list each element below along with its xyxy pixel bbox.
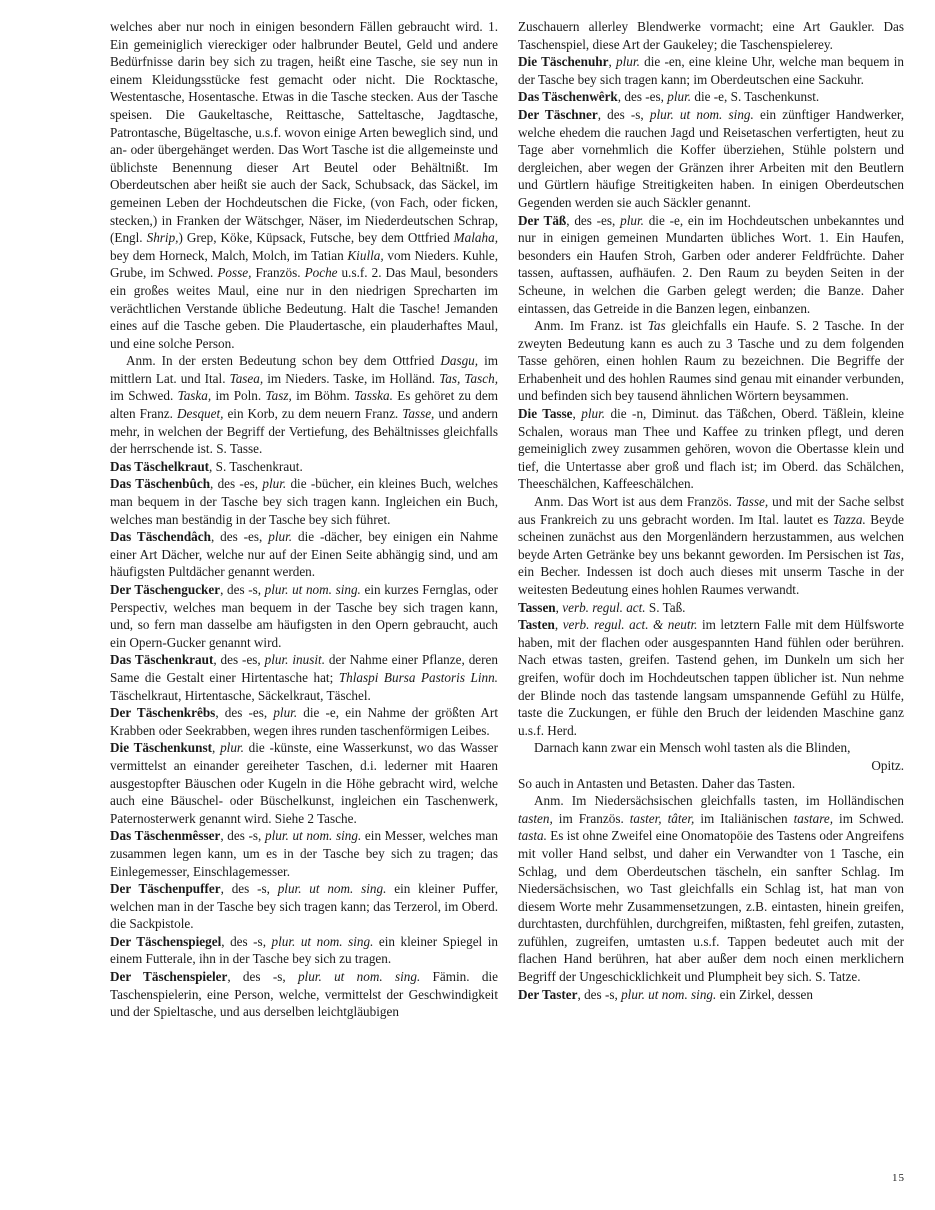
headword: Das Täschendâch <box>110 529 211 545</box>
text-run: im Poln. <box>211 388 266 404</box>
italic-term: plur. inusit. <box>264 652 325 668</box>
text-run: Französ. <box>251 265 305 281</box>
italic-term: Shrip, <box>146 230 179 246</box>
text-run: , des -s, <box>220 582 265 597</box>
text-run: die -n, Diminut. das Täßchen, Oberd. Täßlein, kleine Schalen, woraus man Thee und Kaffee zu trinken pflegt, und deren gemeiniglich zwey zusammen gehören, wovon die Obertasse klein und tief, die Untertasse aber groß und flach ist; im Oberd. das Schälchen, Theeschälchen, Kaffeeschälchen. <box>518 406 905 492</box>
text-run: , <box>608 54 617 70</box>
headword: Der Täschengucker <box>110 582 221 597</box>
text-run: gleichfalls ein Haufe. S. 2 Tasche. In der zweyten Bedeutung kann es auch zu 3 Tasche und zu dem folgenden Tasse gehören, einen hohlen Raum zu bezeichnen. Die Begriffe der Erhabenheit und des hohlen Raumes sind genau mit einander verbunden, und befinden sich bey tausend ähnlichen Wörtern beysammen. <box>518 318 905 404</box>
text-run: Zuschauern allerley Blendwerke vormacht; eine Art Gaukler. Das Taschenspiel, diese Art der Gaukeley; die Taschenspielerey. <box>518 19 904 52</box>
quote-attribution <box>518 757 904 775</box>
italic-term: tastare, <box>793 810 834 826</box>
text-run: im Schwed. <box>833 810 904 826</box>
italic-term: Taska, <box>177 388 212 404</box>
text-run: ein Becher. Indessen ist doch auch dieses mit unserm Tasche in der weitesten Bedeutung eines hohlen Raumes verwandt. <box>518 564 904 597</box>
text-run: Fämin. die Taschenspielerin, eine Person, welche, vermittelst der Geschwindigkeit und der Spieltasche, und aus derselben leichtgläubigen <box>110 969 498 1020</box>
dictionary-entry <box>518 616 904 739</box>
italic-term: plur. ut nom. sing. <box>264 582 361 597</box>
text-run: Es ist ohne Zweifel eine Onomatopöie des Tastens oder Angreifens mit voller Hand selbst, und daher ein Verwandter von 1 Tasche, ein Schlag, und dem Oberdeutschen täscheln, ein sanfter Schlag. Im Niedersächsischen, wo Tast gleichfalls ein Schlag ist, hat man von diesem Worte mehr Zusammensetzungen, z.B. eintasten, hinein greifen, durchtasten, durchfühlen, durchgreifen, mißtasten, fehl greifen, zutasten, zufühlen, zugreifen, umtasten u.s.f. Tappen bedeutet auch mit der flachen Hand berühren, hat aber außer dem noch einen merklichern Begriff der Ungeschicklichkeit und Plumpheit bey sich. S. Tatze. <box>518 828 904 985</box>
dictionary-entry <box>110 739 498 827</box>
text-run: im Italiänischen <box>694 810 794 826</box>
italic-term: plur. <box>620 212 644 228</box>
text-run: Anm. In der ersten Bedeutung schon bey dem Ottfried <box>126 353 441 369</box>
dictionary-entry <box>110 528 498 581</box>
text-run: , S. Taschenkraut. <box>209 458 303 474</box>
headword: Das Täschelkraut <box>110 458 210 474</box>
headword: Der Täschenspieler <box>110 969 228 985</box>
italic-term: plur. <box>220 740 244 756</box>
dictionary-entry <box>110 704 498 739</box>
text-run: , <box>555 599 563 615</box>
italic-term: plur. <box>273 705 298 721</box>
dictionary-entry <box>518 212 904 318</box>
text-run: ein Zirkel, dessen <box>716 986 814 1002</box>
dictionary-entry <box>110 475 498 528</box>
headword: Das Täschenwêrk <box>518 89 618 105</box>
right-column <box>518 18 904 1003</box>
italic-term: plur. <box>616 54 640 70</box>
headword: Der Täschner <box>518 106 598 122</box>
annotation-paragraph <box>518 493 904 599</box>
headword: Tassen <box>518 599 556 615</box>
text-run: die -e, ein im Hochdeutschen unbekanntes und nur in einigen gemeinen Mundarten übliches Wort. 1. Ein Haufen, besonders ein Haufen Stroh, Garben oder anderer Feldfrüchte. Daher tassen, auftassen, aufhäufen. 2. Den Raum zu beyden Seiten in der Scheune, in welchen die Garben gelegt werden; die Banze. Daher eintassen, das Getreide in die Banzen legen, einbanzen. <box>518 212 904 316</box>
text-run: , des -s, <box>220 881 278 897</box>
text-run: , des -es, <box>566 212 621 228</box>
text-run: Anm. Im Franz. ist <box>534 318 648 334</box>
italic-term: plur. ut nom. sing. <box>297 969 421 985</box>
italic-term: taster, tâter, <box>629 810 695 826</box>
text-paragraph <box>110 18 498 352</box>
annotation-paragraph <box>518 317 904 405</box>
dictionary-entry <box>110 933 498 968</box>
italic-term: plur. ut nom. sing. <box>264 828 362 844</box>
text-run: , des -s, <box>597 106 650 122</box>
dictionary-entry <box>518 599 904 617</box>
text-run: So auch in Antasten und Betasten. Daher das Tasten. <box>518 775 796 791</box>
text-paragraph <box>518 18 904 53</box>
text-run: die -e, S. Taschenkunst. <box>691 89 820 105</box>
text-run: Opitz. <box>871 757 904 773</box>
italic-term: Tas, <box>882 546 904 562</box>
text-run: , des -s, <box>227 969 298 985</box>
dictionary-entry <box>110 581 498 651</box>
italic-term: plur. <box>667 89 692 105</box>
text-run: Beyde scheinen zunächst aus den Morgenländern herzustammen, aus welchen beyde Arten Getränke bey uns bekannt geworden. Im Persischen ist <box>518 511 904 562</box>
text-run: Anm. Im Niedersächsischen gleichfalls tasten, im Holländischen <box>534 793 904 809</box>
text-run: welches aber nur noch in einigen besondern Fällen gebraucht wird. 1. Ein gemeiniglich viereckiger oder halbrunder Beutel, Geld und andere Bedürfnisse darin bey sich zu tragen, heißt eine Tasche, sie sey nun in einem Kleidungsstücke fest gemacht oder nicht. Die Rocktasche, Westentasche, Hosentasche. Etwas in die Tasche stecken. Aus der Tasche speisen. Die Gaukeltasche, Reittasche, Satteltasche, Jagdtasche, Patrontasche, Bügeltasche, u.s.f. wovon einige Arten beweglich sind, und an- oder übergehänget werden. Das Wort Tasche ist die allgemeinste und üblichste Benennung dieser Art Beutel oder Behältnißt. Im Oberdeutschen aber heißt sie auch der Sack, Schubsack, das Säckel, im gemeinen Leben der Hochdeutschen die Ficke, (von Fach, oder ficken, stecken,) in Franken der Wätschger, Näser, im Niederdeutschen Schrap, (Engl. <box>110 19 498 246</box>
italic-term: Tazza. <box>832 511 866 527</box>
dictionary-entry <box>518 106 904 212</box>
text-run: , <box>572 406 582 422</box>
italic-term: plur. ut nom. sing. <box>621 986 717 1002</box>
italic-term: plur. ut nom. sing. <box>649 106 754 122</box>
text-run: , des -es, <box>215 705 274 721</box>
italic-term: Tasse, <box>735 494 769 510</box>
dictionary-entry <box>518 405 904 493</box>
text-run: , des -s, <box>220 828 265 844</box>
text-run: der Nahme einer Pflanze, deren Same die Gestalt einer Hirtentasche hat; <box>110 652 498 685</box>
text-run: Es gehöret zu dem alten Franz. <box>110 388 498 422</box>
text-run: ein Messer, welches man zusammen legen kann, um es in der Tasche bey sich zu tragen; das Einlegemesser, Einschlagemesser. <box>110 828 498 879</box>
headword: Das Täschenkraut <box>110 652 214 668</box>
italic-term: plur. <box>262 476 287 492</box>
text-run: S. Taß. <box>645 599 686 615</box>
text-run: , des -es, <box>210 529 269 545</box>
headword: Das Täschenmêsser <box>110 828 221 844</box>
text-run: , des -es, <box>210 476 263 492</box>
headword: Der Taster <box>518 986 578 1002</box>
italic-term: Dasgu, <box>440 353 479 369</box>
page-number: 15 <box>892 1172 905 1184</box>
text-run: die -e, ein Nahme der größten Art Krabben oder Seekrabben, wegen ihres runden taschenförmigen Leibes. <box>110 705 498 738</box>
text-run: ein kleiner Spiegel in einem Futterale, ihn in der Tasche bey sich zu tragen. <box>110 933 498 967</box>
text-run: , des -s, <box>577 986 622 1002</box>
text-run: , des -es, <box>617 89 668 105</box>
headword: Die Täschenkunst <box>110 740 212 756</box>
text-run: , <box>212 740 221 756</box>
annotation-paragraph <box>518 792 904 986</box>
dictionary-entry <box>518 53 904 88</box>
italic-term: Thlaspi Bursa Pastoris Linn. <box>338 669 498 685</box>
italic-term: plur. ut nom. sing. <box>277 881 387 897</box>
italic-term: Tasska. <box>354 388 393 404</box>
text-run: ein kleiner Puffer, welchen man in der Tasche bey sich tragen kann; das Terzerol, im Oberd. die Sackpistole. <box>110 881 498 932</box>
text-run: , des -es, <box>213 652 265 668</box>
italic-term: Kiulla, <box>347 247 384 263</box>
italic-term: verb. regul. act. & neutr. <box>562 617 698 633</box>
headword: Tasten <box>518 617 555 633</box>
italic-term: Tas, Tasch, <box>439 370 498 386</box>
headword: Die Tasse <box>518 406 573 422</box>
headword: Der Täß <box>518 212 567 228</box>
text-run: u.s.f. 2. Das Maul, besonders ein großes weites Maul, eine nur in den niedrigen Sprecharten im verächtlichen Verstande übliche Bedeutung. Halt die Tasche! Jemanden eines auf die Tasche geben. Die Plaudertasche, ein plauderhaftes Maul, und eine solche Person. <box>110 265 498 351</box>
text-run: , <box>554 617 563 633</box>
text-run: die -en, eine kleine Uhr, welche man bequem in der Tasche bey sich tragen kann; im Oberdeutschen eine Sackuhr. <box>518 54 904 87</box>
text-run: Darnach kann zwar ein Mensch wohl tasten als die Blinden, <box>534 740 851 756</box>
headword: Der Täschenspiegel <box>110 933 222 949</box>
text-run: im Böhm. <box>291 388 355 404</box>
dictionary-entry <box>110 651 498 704</box>
text-run: vom Nieders. Kuhle, Grube, im Schwed. <box>110 247 498 281</box>
text-run: und mit der Sache selbst aus Frankreich zu uns gebracht worden. Im Ital. lautet es <box>518 494 905 527</box>
text-run: Täschelkraut, Hirtentasche, Säckelkraut, Täschel. <box>110 687 371 703</box>
italic-term: plur. <box>268 529 293 545</box>
annotation-paragraph <box>110 352 498 458</box>
headword: Der Täschenpuffer <box>110 881 221 897</box>
text-run: und andern mehr, in welchen der Begriff der Vertiefung, des Behältnisses gleichfalls der herrschende ist. S. Tasse. <box>110 406 498 457</box>
text-run: die -bücher, ein kleines Buch, welches man bequem in der Tasche bey sich tragen kann. Ingleichen ein Buch, welches man beständig in der Tasche bey sich führet. <box>110 476 498 527</box>
text-run: Anm. Das Wort ist aus dem Französ. <box>534 494 736 510</box>
text-run: im Französ. <box>552 810 630 826</box>
text-run: die -künste, eine Wasserkunst, wo das Wasser vermittelst an einander gereiheter Taschen, d.i. lederner mit Haaren ausgestopfter Bäuschen oder Kugeln in die Höhe gebracht wird, welche auch eine Bäuschel- oder Büschelkunst, ingleichen ein Taschenwerk, Paternosterwerk genannt wird. Siehe 2 Tasche. <box>110 740 499 826</box>
text-run: bey dem Horneck, Malch, Molch, im Tatian <box>110 247 348 263</box>
text-run: im Nieders. Taske, im Holländ. <box>263 370 440 386</box>
italic-term: plur. ut nom. sing. <box>271 933 374 949</box>
italic-term: Tas <box>647 318 666 334</box>
italic-term: plur. <box>581 406 606 422</box>
italic-term: Posse, <box>217 265 252 281</box>
italic-term: Poche <box>304 265 338 281</box>
headword: Die Täschenuhr <box>518 54 609 70</box>
text-run: ) Grep, Köke, Küpsack, Futsche, bey dem Ottfried <box>178 230 454 246</box>
italic-term: tasta. <box>518 828 547 844</box>
italic-term: tasten, <box>518 810 553 826</box>
italic-term: verb. regul. act. <box>562 599 646 615</box>
headword: Das Täschenbûch <box>110 476 211 492</box>
italic-term: Tasea, <box>229 370 264 386</box>
text-run: im Schwed. <box>110 388 178 404</box>
text-run: ein zünftiger Handwerker, welche ehedem die rauchen Jagd und Reisetaschen verfertigten, heut zu Tage aber vornehmlich die Koffer überziehen, Stühle polstern und dergleichen, aber wegen der Gränzen ihrer Arbeiten mit den Beutlern und Gürtlern häufige Streitigkeiten haben. In einigen Oberdeutschen Gegenden werden sie auch Säckler genannt. <box>518 106 904 210</box>
annotation-paragraph <box>518 739 904 757</box>
text-run: die -dächer, bey einigen ein Nahme einer Art Dächer, welche nur auf der Einen Seite abhängig sind, und am häufigsten Pultdächer genannt werden. <box>110 529 498 580</box>
headword: Der Täschenkrêbs <box>110 705 216 721</box>
dictionary-entry <box>110 880 498 933</box>
italic-term: Malaha, <box>453 230 498 246</box>
italic-term: Desquet, <box>176 406 224 422</box>
text-run: im letztern Falle mit dem Hülfsworte haben, mit der flachen oder ausgespannten Hand fühlen oder berühren. Nach etwas tasten, greifen. Tastend gehen, im Dunkeln um sich her greifen, wofür doch im Hochdeutschen tappen üblicher ist. Nun nehme der Blinde noch das tastende langsam umspannende Gefühl zu Hülfe, taste die Zuckungen, er fühle den Bruch der leidenden Maschine ganz u.s.f. Herd. <box>518 617 904 738</box>
left-column <box>110 18 498 1021</box>
dictionary-entry <box>110 968 498 1021</box>
italic-term: Tasse, <box>402 406 435 422</box>
dictionary-entry <box>518 986 904 1004</box>
text-paragraph <box>518 775 904 793</box>
text-run: , des -s, <box>221 933 272 949</box>
dictionary-entry <box>518 88 904 106</box>
text-run: ein kurzes Fernglas, oder Perspectiv, welches man bequem in der Tasche bey sich tragen kann, und, so fern man dasselbe am häufigsten in den Opern gebraucht, auch ein Opern-Gucker genannt wird. <box>110 582 498 650</box>
dictionary-entry <box>110 827 498 880</box>
dictionary-entry <box>110 458 498 476</box>
text-run: ein Korb, zu dem neuern Franz. <box>223 406 403 422</box>
text-run: im mittlern Lat. und Ital. <box>110 353 498 386</box>
italic-term: Tasz, <box>265 388 292 404</box>
